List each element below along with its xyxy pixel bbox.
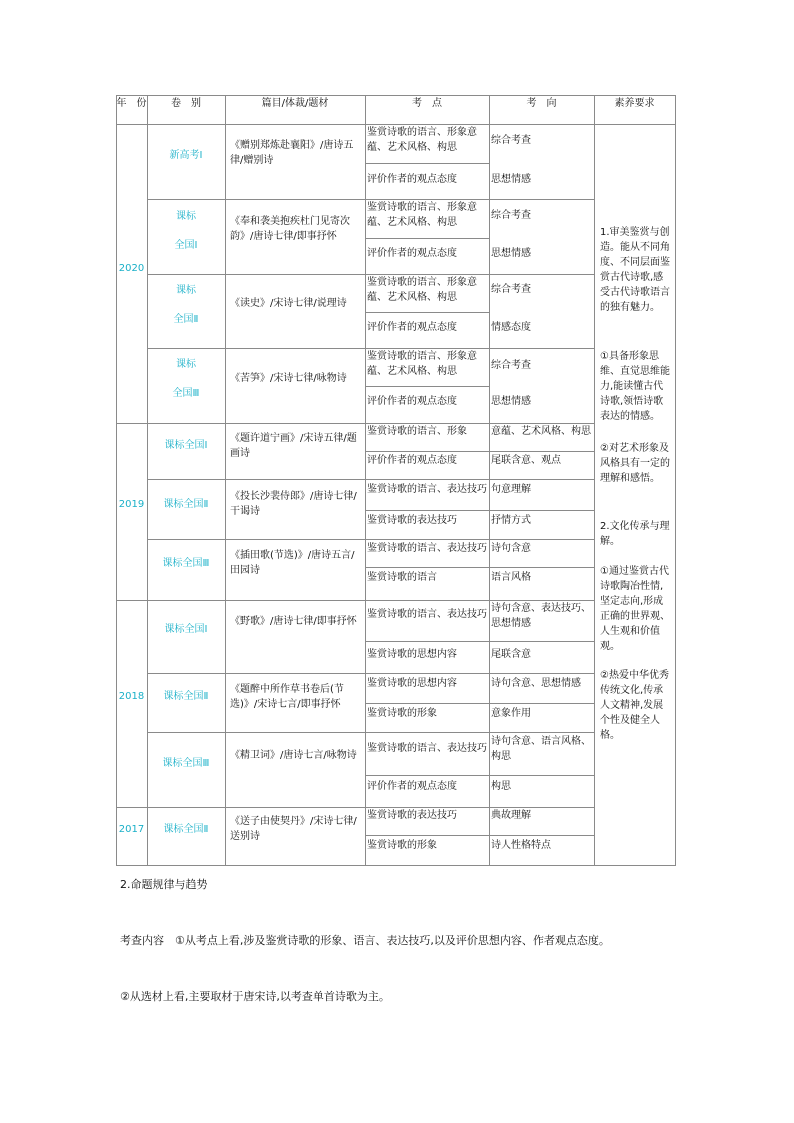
exam-point: 鉴赏诗歌的语言、形象	[367, 426, 467, 437]
exam-direction: 思想情感	[491, 248, 531, 259]
paper-label: 新高考Ⅰ	[169, 150, 203, 161]
exam-point: 评价作者的观点态度	[367, 174, 457, 185]
table-line	[147, 732, 594, 733]
exam-point: 鉴赏诗歌的语言、表达技巧	[367, 543, 487, 554]
poem-title: 《插田歌(节选)》/唐诗五言/田园诗	[230, 550, 355, 576]
literacy-text: ②热爱中华优秀传统文化,传承人文精神,发展个性及健全人格。	[600, 670, 669, 741]
year-2017: 2017	[118, 824, 145, 835]
exam-point: 鉴赏诗歌的语言、形象意蕴、艺术风格、构思	[367, 127, 477, 153]
exam-point: 评价作者的观点态度	[367, 322, 457, 333]
exam-direction: 情感态度	[491, 322, 531, 333]
exam-point: 鉴赏诗歌的形象	[367, 840, 437, 851]
table-line	[489, 95, 490, 866]
poem-title: 《苦笋》/宋诗七律/咏物诗	[230, 373, 347, 384]
literacy-text: 2.文化传承与理解。	[600, 521, 670, 547]
exam-direction: 诗句含意、表达技巧、思想情感	[491, 603, 591, 629]
paper-label: 全国Ⅱ	[173, 314, 199, 325]
header-direction: 考 向	[526, 98, 557, 109]
header-literacy: 素养要求	[614, 98, 655, 109]
table-line	[365, 312, 489, 313]
poem-title: 《奉和袭美抱疾杜门见寄次韵》/唐诗七律/即事抒怀	[230, 216, 350, 242]
paper-label: 课标	[176, 359, 196, 370]
poem-title: 《送子由使契丹》/宋诗七律/送别诗	[230, 816, 357, 842]
exam-direction: 综合考查	[491, 284, 531, 295]
paper-label: 课标全国Ⅰ	[164, 440, 208, 451]
exam-point: 鉴赏诗歌的形象	[367, 708, 437, 719]
poem-title: 《投长沙裴侍郎》/唐诗七律/干谒诗	[230, 491, 357, 517]
poem-title: 《野歌》/唐诗七律/即事抒怀	[230, 616, 357, 627]
exam-point: 鉴赏诗歌的思想内容	[367, 649, 457, 660]
exam-point: 评价作者的观点态度	[367, 781, 457, 792]
exam-direction: 抒情方式	[491, 515, 531, 526]
table-line	[225, 95, 226, 866]
table-line	[147, 539, 594, 540]
exam-direction: 尾联含意、观点	[491, 455, 561, 466]
table-line	[116, 865, 676, 866]
table-line	[365, 510, 594, 511]
paper-label: 课标	[176, 285, 196, 296]
header-point: 考 点	[412, 98, 442, 109]
table-line	[365, 641, 594, 642]
table-line	[365, 567, 594, 568]
table-line	[365, 386, 489, 387]
exam-direction: 典故理解	[491, 810, 531, 821]
table-line	[116, 95, 117, 866]
table-line	[365, 95, 366, 866]
year-2019: 2019	[118, 499, 145, 510]
table-line	[365, 775, 594, 776]
header-year: 年 份	[116, 98, 147, 109]
exam-direction: 意蕴、艺术风格、构思	[491, 426, 591, 437]
section-heading: 2.命题规律与趋势	[120, 878, 208, 891]
paper-label: 课标全国Ⅱ	[163, 691, 209, 702]
exam-direction: 尾联含意	[491, 649, 531, 660]
table-line	[365, 238, 489, 239]
exam-direction: 诗人性格特点	[491, 840, 551, 851]
exam-direction: 诗句含意、思想情感	[491, 678, 581, 689]
header-paper: 卷 别	[171, 98, 201, 109]
paper-label: 课标全国Ⅲ	[162, 558, 210, 569]
year-2018: 2018	[118, 691, 145, 702]
exam-direction: 诗句含意、语言风格、构思	[491, 736, 591, 762]
header-title: 篇目/体裁/题材	[261, 98, 329, 109]
table-line	[147, 479, 594, 480]
paper-label: 课标全国Ⅱ	[163, 824, 209, 835]
exam-point: 评价作者的观点态度	[367, 455, 457, 466]
exam-point: 鉴赏诗歌的语言、形象意蕴、艺术风格、构思	[367, 277, 477, 303]
exam-point: 鉴赏诗歌的表达技巧	[367, 810, 457, 821]
paper-label: 课标全国Ⅱ	[163, 499, 209, 510]
exam-point: 鉴赏诗歌的语言、表达技巧	[367, 743, 487, 754]
exam-point: 鉴赏诗歌的语言	[367, 572, 437, 583]
exam-direction: 综合考查	[491, 210, 531, 221]
paper-label: 课标	[176, 211, 196, 222]
exam-point: 评价作者的观点态度	[367, 248, 457, 259]
table-line	[365, 163, 489, 164]
exam-direction: 思想情感	[491, 174, 531, 185]
poem-title: 《题许道宁画》/宋诗五律/题画诗	[230, 433, 357, 459]
year-2020: 2020	[118, 263, 145, 274]
poem-title: 《赠别郑炼赴襄阳》/唐诗五律/赠别诗	[230, 140, 354, 166]
exam-direction: 意象作用	[491, 708, 531, 719]
poem-title: 《读史》/宋诗七律/说理诗	[230, 298, 347, 309]
paper-label: 课标全国Ⅰ	[164, 624, 208, 635]
exam-direction: 语言风格	[491, 572, 531, 583]
table-line	[365, 835, 594, 836]
table-line	[147, 673, 594, 674]
paper-label: 课标全国Ⅲ	[162, 758, 210, 769]
literacy-text: ②对艺术形象及风格具有一定的理解和感悟。	[600, 443, 670, 484]
literacy-text: ①具备形象思维、直觉思维能力,能读懂古代诗歌,领悟诗歌表达的情感。	[600, 351, 670, 422]
exam-point: 鉴赏诗歌的语言、表达技巧	[367, 484, 487, 495]
exam-direction: 构思	[491, 781, 511, 792]
exam-point: 鉴赏诗歌的表达技巧	[367, 515, 457, 526]
exam-direction: 综合考查	[491, 135, 531, 146]
poem-title: 《精卫词》/唐诗七言/咏物诗	[230, 750, 357, 761]
exam-direction: 思想情感	[491, 396, 531, 407]
paragraph: 考查内容 ①从考点上看,涉及鉴赏诗歌的形象、语言、表达技巧,以及评价思想内容、作者观点态度。	[120, 934, 610, 947]
literacy-text: ①通过鉴赏古代诗歌陶冶性情,坚定志向,形成正确的世界观、人生观和价值观。	[600, 566, 670, 652]
poem-title: 《题醉中所作草书卷后(节选)》/宋诗七言/即事抒怀	[230, 684, 344, 710]
exam-direction: 诗句含意	[491, 543, 531, 554]
exam-point: 鉴赏诗歌的语言、形象意蕴、艺术风格、构思	[367, 202, 477, 228]
exam-point: 鉴赏诗歌的思想内容	[367, 678, 457, 689]
exam-direction: 句意理解	[491, 484, 531, 495]
table-line	[675, 95, 676, 866]
table-line	[365, 451, 594, 452]
exam-direction: 综合考查	[491, 360, 531, 371]
table-line	[365, 703, 594, 704]
literacy-text: 1.审美鉴赏与创造。能从不同角度、不同层面鉴赏古代诗歌,感受古代诗歌语言的独有魅力。	[600, 227, 670, 313]
exam-point: 评价作者的观点态度	[367, 396, 457, 407]
paper-label: 全国Ⅲ	[172, 388, 200, 399]
exam-point: 鉴赏诗歌的语言、形象意蕴、艺术风格、构思	[367, 351, 477, 377]
paper-label: 全国Ⅰ	[174, 240, 198, 251]
paragraph: ②从选材上看,主要取材于唐宋诗,以考查单首诗歌为主。	[120, 990, 390, 1003]
exam-point: 鉴赏诗歌的语言、表达技巧	[367, 609, 487, 620]
exam-table	[116, 95, 676, 866]
